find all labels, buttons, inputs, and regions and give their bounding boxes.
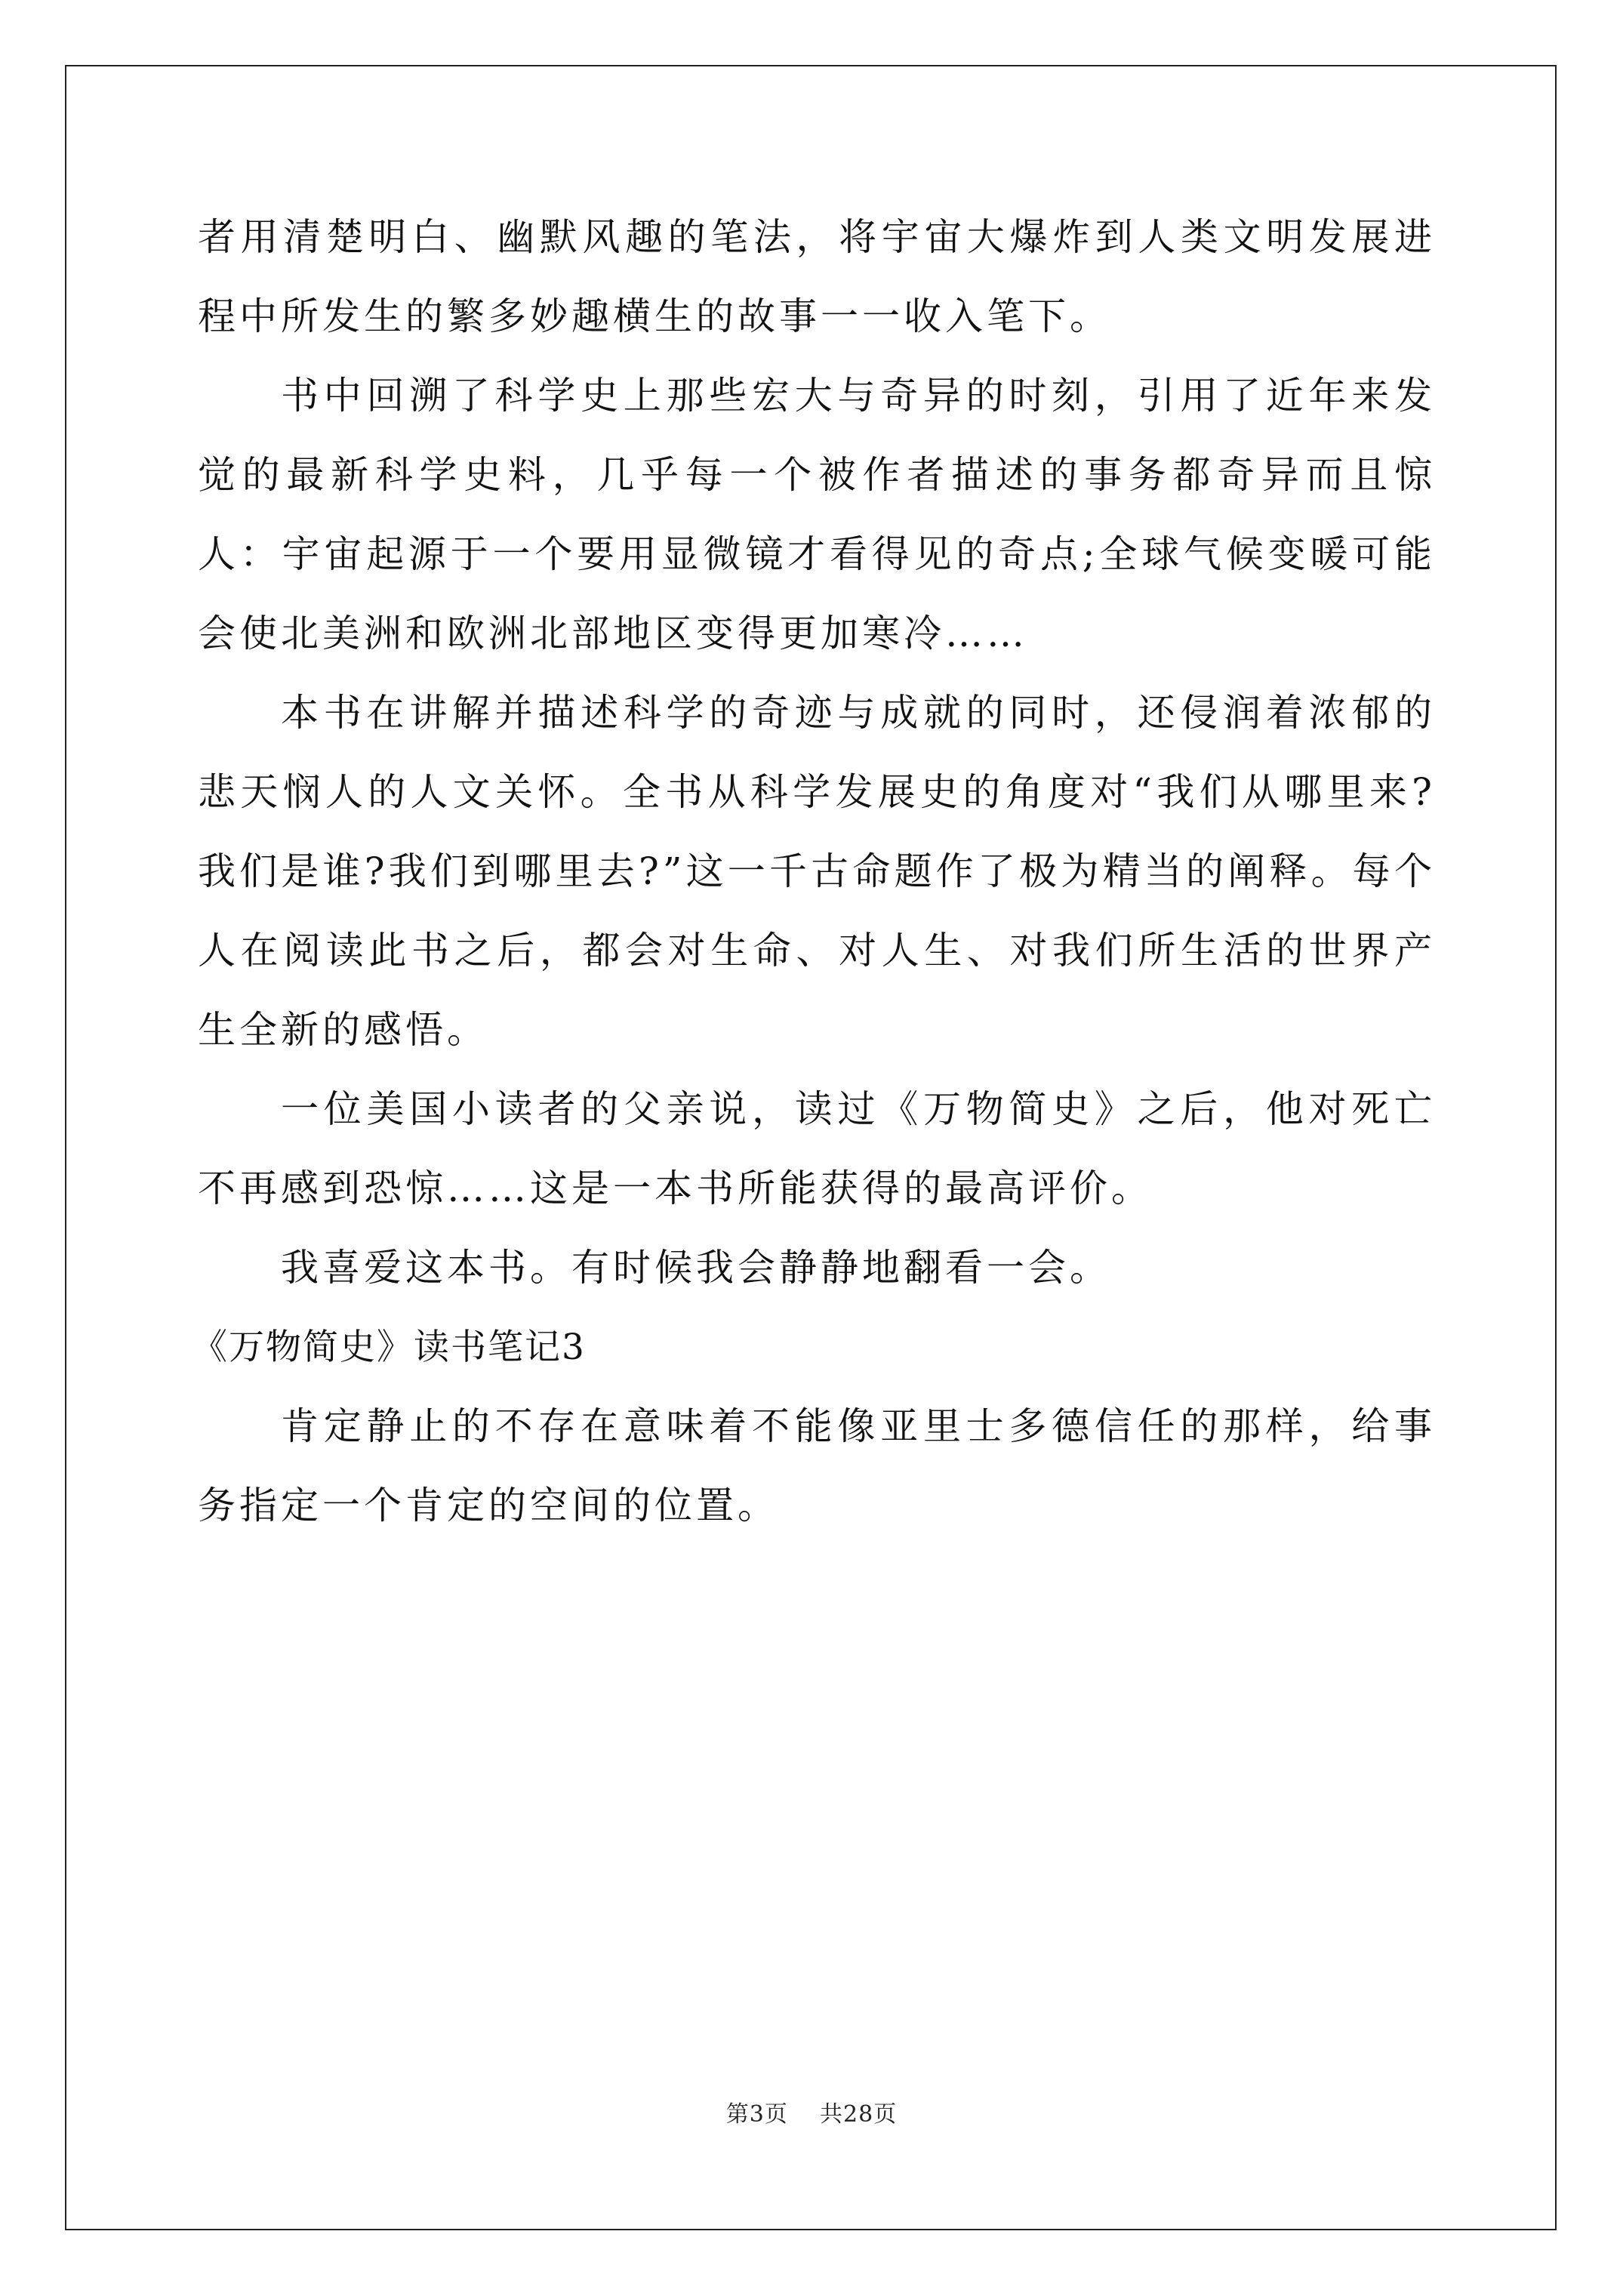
section-heading: 《万物简史》读书笔记3 (192, 1327, 586, 1368)
page-number: 第3页 (725, 2101, 788, 2128)
document-body (192, 198, 1436, 1546)
paragraph: 本书在讲解并描述科学的奇迹与成就的同时，还侵润着浓郁的悲天悯人的人文关怀。全书从科学发展史的角度对“我们从哪里来?我们是谁?我们到哪里去?”这一千古命题作了极为精当的阐释。每个人在阅读此书之后，都会对生命、对人生、对我们所生活的世界产生全新的感悟。 (198, 691, 1436, 1052)
page-total: 共28页 (820, 2101, 898, 2128)
page-footer (0, 2095, 1623, 2128)
paragraph: 肯定静止的不存在意味着不能像亚里士多德信任的那样，给事务指定一个肯定的空间的位置。 (198, 1404, 1436, 1527)
paragraph: 我喜爱这本书。有时候我会静静地翻看一会。 (281, 1246, 1111, 1290)
paragraph: 书中回溯了科学史上那些宏大与奇异的时刻，引用了近年来发觉的最新科学史料，几乎每一个被作者描述的事务都奇异而且惊人：宇宙起源于一个要用显微镜才看得见的奇点;全球气候变暖可能会使北美洲和欧洲北部地区变得更加寒冷…… (198, 374, 1436, 655)
paragraph: 者用清楚明白、幽默风趣的笔法，将宇宙大爆炸到人类文明发展进程中所发生的繁多妙趣横生的故事一一收入笔下。 (198, 215, 1436, 338)
paragraph: 一位美国小读者的父亲说，读过《万物简史》之后，他对死亡不再感到恐惊……这是一本书所能获得的最高评价。 (198, 1087, 1436, 1210)
